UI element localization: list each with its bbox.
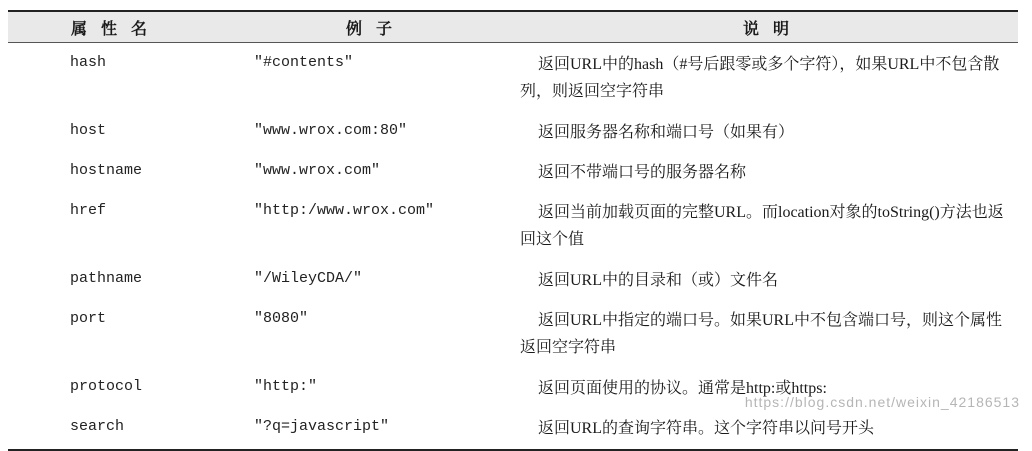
property-example: "/WileyCDA/" xyxy=(254,270,363,287)
property-example: "http:" xyxy=(254,378,318,395)
property-name: search xyxy=(70,418,125,435)
table-row xyxy=(8,153,1018,193)
table-row xyxy=(8,43,1018,113)
property-example: "#contents" xyxy=(254,54,354,71)
property-name: href xyxy=(70,202,107,219)
property-name: port xyxy=(70,310,107,327)
property-name: pathname xyxy=(70,270,143,287)
table-row xyxy=(8,301,1018,369)
property-example: "www.wrox.com" xyxy=(254,162,381,179)
property-example: "8080" xyxy=(254,310,309,327)
table-row xyxy=(8,261,1018,301)
header-example: 例子 xyxy=(345,18,406,38)
property-name: hash xyxy=(70,54,107,71)
property-name: host xyxy=(70,122,107,139)
table-body xyxy=(8,43,1018,449)
header-name: 属性名 xyxy=(70,18,161,38)
property-description: 返回URL中指定的端口号。如果URL中不包含端口号，则这个属性返回空字符串 xyxy=(520,312,1003,356)
property-description: 返回页面使用的协议。通常是http:或https: xyxy=(538,380,827,397)
table-row xyxy=(8,409,1018,449)
property-description: 返回不带端口号的服务器名称 xyxy=(538,164,747,181)
property-description: 返回URL中的目录和（或）文件名 xyxy=(538,272,779,289)
table-header xyxy=(8,12,1018,43)
property-description: 返回URL中的hash（#号后跟零或多个字符），如果URL中不包含散列，则返回空字符串 xyxy=(520,56,1000,100)
property-example: "?q=javascript" xyxy=(254,418,390,435)
property-name: hostname xyxy=(70,162,143,179)
property-description: 返回服务器名称和端口号（如果有） xyxy=(538,124,795,141)
property-example: "http:/www.wrox.com" xyxy=(254,202,435,219)
location-properties-table xyxy=(8,10,1018,451)
property-example: "www.wrox.com:80" xyxy=(254,122,408,139)
property-description: 返回URL的查询字符串。这个字符串以问号开头 xyxy=(538,420,875,437)
table-row xyxy=(8,113,1018,153)
property-description: 返回当前加载页面的完整URL。而location对象的toString()方法也返回这个值 xyxy=(520,204,1004,248)
watermark: https://blog.csdn.net/weixin_42186513 xyxy=(744,394,1020,410)
property-name: protocol xyxy=(70,378,143,395)
table-row xyxy=(8,193,1018,261)
header-desc: 说明 xyxy=(742,18,803,38)
